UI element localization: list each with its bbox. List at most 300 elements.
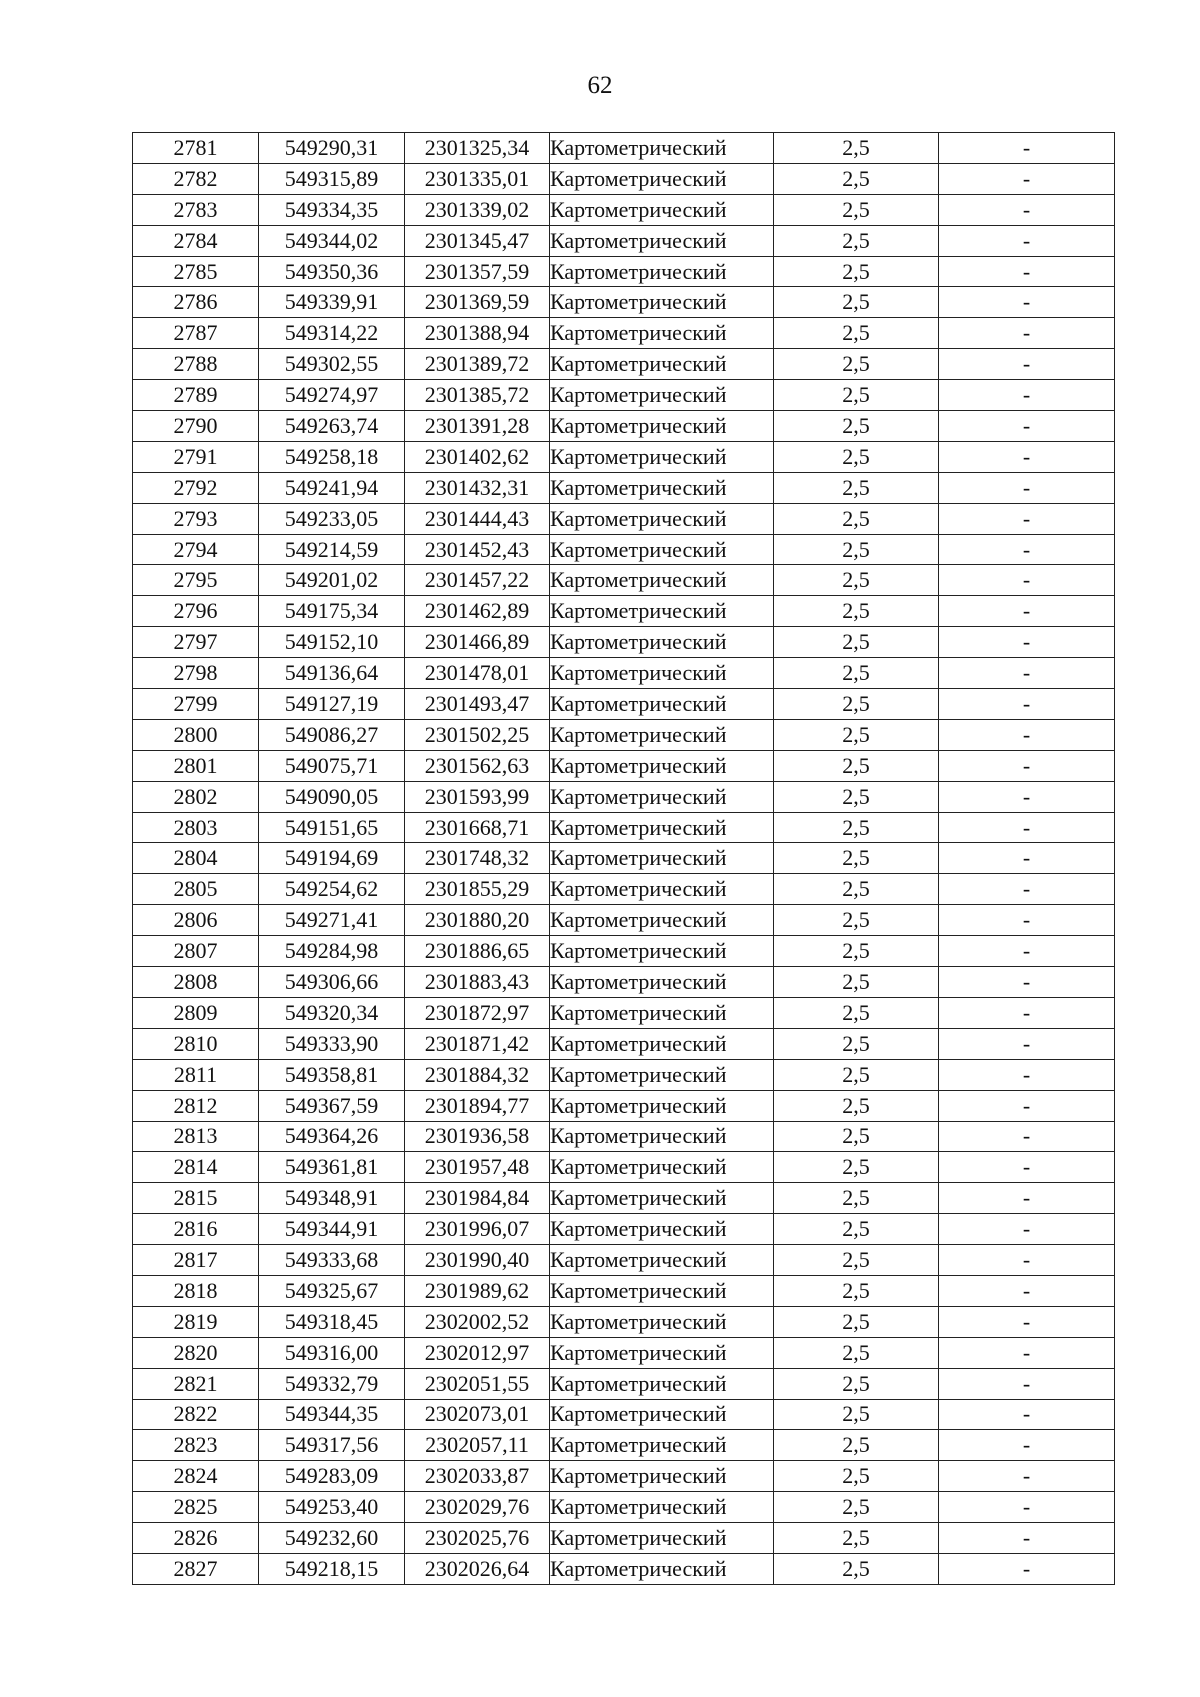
table-row <box>133 225 1115 256</box>
description-cell: - <box>939 1492 1115 1523</box>
point-number-cell: 2786 <box>133 287 259 318</box>
method-cell: Картометрический <box>550 441 774 472</box>
table-row <box>133 967 1115 998</box>
point-number-cell: 2803 <box>133 812 259 843</box>
y-coordinate-cell: 2302026,64 <box>405 1553 550 1584</box>
method-cell: Картометрический <box>550 1461 774 1492</box>
accuracy-cell: 2,5 <box>774 750 939 781</box>
x-coordinate-cell: 549333,90 <box>259 1028 405 1059</box>
method-cell: Картометрический <box>550 1399 774 1430</box>
method-cell: Картометрический <box>550 905 774 936</box>
y-coordinate-cell: 2301462,89 <box>405 596 550 627</box>
method-cell: Картометрический <box>550 225 774 256</box>
method-cell: Картометрический <box>550 256 774 287</box>
table-row <box>133 874 1115 905</box>
method-cell: Картометрический <box>550 287 774 318</box>
accuracy-cell: 2,5 <box>774 781 939 812</box>
method-cell: Картометрический <box>550 936 774 967</box>
method-cell: Картометрический <box>550 1337 774 1368</box>
table-row <box>133 1523 1115 1554</box>
y-coordinate-cell: 2302033,87 <box>405 1461 550 1492</box>
table-row <box>133 534 1115 565</box>
x-coordinate-cell: 549086,27 <box>259 719 405 750</box>
accuracy-cell: 2,5 <box>774 874 939 905</box>
description-cell: - <box>939 874 1115 905</box>
accuracy-cell: 2,5 <box>774 534 939 565</box>
table-row <box>133 565 1115 596</box>
x-coordinate-cell: 549194,69 <box>259 843 405 874</box>
point-number-cell: 2784 <box>133 225 259 256</box>
accuracy-cell: 2,5 <box>774 1245 939 1276</box>
x-coordinate-cell: 549325,67 <box>259 1275 405 1306</box>
description-cell: - <box>939 1461 1115 1492</box>
table-row <box>133 1553 1115 1584</box>
point-number-cell: 2789 <box>133 380 259 411</box>
method-cell: Картометрический <box>550 318 774 349</box>
description-cell: - <box>939 441 1115 472</box>
x-coordinate-cell: 549348,91 <box>259 1183 405 1214</box>
table-row <box>133 1245 1115 1276</box>
accuracy-cell: 2,5 <box>774 1306 939 1337</box>
description-cell: - <box>939 1183 1115 1214</box>
table-row <box>133 627 1115 658</box>
x-coordinate-cell: 549136,64 <box>259 658 405 689</box>
x-coordinate-cell: 549361,81 <box>259 1152 405 1183</box>
x-coordinate-cell: 549263,74 <box>259 411 405 442</box>
method-cell: Картометрический <box>550 1275 774 1306</box>
description-cell: - <box>939 1306 1115 1337</box>
accuracy-cell: 2,5 <box>774 596 939 627</box>
coordinates-table <box>132 132 1115 1585</box>
description-cell: - <box>939 689 1115 720</box>
y-coordinate-cell: 2301391,28 <box>405 411 550 442</box>
description-cell: - <box>939 472 1115 503</box>
table-row <box>133 411 1115 442</box>
x-coordinate-cell: 549214,59 <box>259 534 405 565</box>
x-coordinate-cell: 549318,45 <box>259 1306 405 1337</box>
accuracy-cell: 2,5 <box>774 843 939 874</box>
method-cell: Картометрический <box>550 1430 774 1461</box>
point-number-cell: 2821 <box>133 1368 259 1399</box>
x-coordinate-cell: 549320,34 <box>259 997 405 1028</box>
point-number-cell: 2785 <box>133 256 259 287</box>
description-cell: - <box>939 1399 1115 1430</box>
point-number-cell: 2792 <box>133 472 259 503</box>
table-row <box>133 503 1115 534</box>
accuracy-cell: 2,5 <box>774 1028 939 1059</box>
x-coordinate-cell: 549333,68 <box>259 1245 405 1276</box>
accuracy-cell: 2,5 <box>774 318 939 349</box>
accuracy-cell: 2,5 <box>774 472 939 503</box>
point-number-cell: 2827 <box>133 1553 259 1584</box>
method-cell: Картометрический <box>550 843 774 874</box>
table-row <box>133 843 1115 874</box>
point-number-cell: 2815 <box>133 1183 259 1214</box>
x-coordinate-cell: 549258,18 <box>259 441 405 472</box>
accuracy-cell: 2,5 <box>774 349 939 380</box>
method-cell: Картометрический <box>550 596 774 627</box>
y-coordinate-cell: 2301444,43 <box>405 503 550 534</box>
table-row <box>133 997 1115 1028</box>
x-coordinate-cell: 549316,00 <box>259 1337 405 1368</box>
description-cell: - <box>939 812 1115 843</box>
method-cell: Картометрический <box>550 750 774 781</box>
description-cell: - <box>939 1121 1115 1152</box>
description-cell: - <box>939 380 1115 411</box>
point-number-cell: 2783 <box>133 194 259 225</box>
table-row <box>133 349 1115 380</box>
description-cell: - <box>939 565 1115 596</box>
description-cell: - <box>939 194 1115 225</box>
y-coordinate-cell: 2301748,32 <box>405 843 550 874</box>
table-row <box>133 1368 1115 1399</box>
description-cell: - <box>939 596 1115 627</box>
table-row <box>133 689 1115 720</box>
point-number-cell: 2787 <box>133 318 259 349</box>
x-coordinate-cell: 549151,65 <box>259 812 405 843</box>
description-cell: - <box>939 843 1115 874</box>
table-row <box>133 1430 1115 1461</box>
method-cell: Картометрический <box>550 133 774 164</box>
y-coordinate-cell: 2301880,20 <box>405 905 550 936</box>
y-coordinate-cell: 2302012,97 <box>405 1337 550 1368</box>
description-cell: - <box>939 225 1115 256</box>
point-number-cell: 2812 <box>133 1090 259 1121</box>
table-row <box>133 133 1115 164</box>
y-coordinate-cell: 2302051,55 <box>405 1368 550 1399</box>
y-coordinate-cell: 2302057,11 <box>405 1430 550 1461</box>
y-coordinate-cell: 2301502,25 <box>405 719 550 750</box>
table-row <box>133 596 1115 627</box>
y-coordinate-cell: 2301996,07 <box>405 1214 550 1245</box>
accuracy-cell: 2,5 <box>774 936 939 967</box>
point-number-cell: 2820 <box>133 1337 259 1368</box>
x-coordinate-cell: 549075,71 <box>259 750 405 781</box>
point-number-cell: 2824 <box>133 1461 259 1492</box>
y-coordinate-cell: 2301593,99 <box>405 781 550 812</box>
point-number-cell: 2793 <box>133 503 259 534</box>
method-cell: Картометрический <box>550 503 774 534</box>
description-cell: - <box>939 318 1115 349</box>
x-coordinate-cell: 549332,79 <box>259 1368 405 1399</box>
point-number-cell: 2797 <box>133 627 259 658</box>
point-number-cell: 2826 <box>133 1523 259 1554</box>
y-coordinate-cell: 2301389,72 <box>405 349 550 380</box>
method-cell: Картометрический <box>550 1090 774 1121</box>
table-row <box>133 750 1115 781</box>
point-number-cell: 2806 <box>133 905 259 936</box>
x-coordinate-cell: 549364,26 <box>259 1121 405 1152</box>
table-row <box>133 719 1115 750</box>
x-coordinate-cell: 549253,40 <box>259 1492 405 1523</box>
description-cell: - <box>939 163 1115 194</box>
x-coordinate-cell: 549306,66 <box>259 967 405 998</box>
x-coordinate-cell: 549127,19 <box>259 689 405 720</box>
accuracy-cell: 2,5 <box>774 1368 939 1399</box>
accuracy-cell: 2,5 <box>774 1337 939 1368</box>
x-coordinate-cell: 549350,36 <box>259 256 405 287</box>
description-cell: - <box>939 997 1115 1028</box>
description-cell: - <box>939 905 1115 936</box>
accuracy-cell: 2,5 <box>774 1430 939 1461</box>
x-coordinate-cell: 549175,34 <box>259 596 405 627</box>
y-coordinate-cell: 2302002,52 <box>405 1306 550 1337</box>
table-row <box>133 1059 1115 1090</box>
table-row <box>133 318 1115 349</box>
point-number-cell: 2818 <box>133 1275 259 1306</box>
x-coordinate-cell: 549284,98 <box>259 936 405 967</box>
x-coordinate-cell: 549339,91 <box>259 287 405 318</box>
table-row <box>133 1461 1115 1492</box>
y-coordinate-cell: 2301357,59 <box>405 256 550 287</box>
y-coordinate-cell: 2301402,62 <box>405 441 550 472</box>
x-coordinate-cell: 549232,60 <box>259 1523 405 1554</box>
description-cell: - <box>939 936 1115 967</box>
point-number-cell: 2800 <box>133 719 259 750</box>
y-coordinate-cell: 2301339,02 <box>405 194 550 225</box>
method-cell: Картометрический <box>550 967 774 998</box>
method-cell: Картометрический <box>550 1368 774 1399</box>
y-coordinate-cell: 2301478,01 <box>405 658 550 689</box>
y-coordinate-cell: 2301668,71 <box>405 812 550 843</box>
description-cell: - <box>939 658 1115 689</box>
point-number-cell: 2823 <box>133 1430 259 1461</box>
point-number-cell: 2814 <box>133 1152 259 1183</box>
x-coordinate-cell: 549201,02 <box>259 565 405 596</box>
y-coordinate-cell: 2301883,43 <box>405 967 550 998</box>
method-cell: Картометрический <box>550 472 774 503</box>
point-number-cell: 2801 <box>133 750 259 781</box>
accuracy-cell: 2,5 <box>774 1152 939 1183</box>
y-coordinate-cell: 2302073,01 <box>405 1399 550 1430</box>
x-coordinate-cell: 549218,15 <box>259 1553 405 1584</box>
point-number-cell: 2810 <box>133 1028 259 1059</box>
y-coordinate-cell: 2301325,34 <box>405 133 550 164</box>
accuracy-cell: 2,5 <box>774 1523 939 1554</box>
accuracy-cell: 2,5 <box>774 163 939 194</box>
description-cell: - <box>939 1523 1115 1554</box>
table-row <box>133 812 1115 843</box>
x-coordinate-cell: 549090,05 <box>259 781 405 812</box>
x-coordinate-cell: 549274,97 <box>259 380 405 411</box>
table-row <box>133 163 1115 194</box>
point-number-cell: 2813 <box>133 1121 259 1152</box>
method-cell: Картометрический <box>550 1183 774 1214</box>
accuracy-cell: 2,5 <box>774 256 939 287</box>
accuracy-cell: 2,5 <box>774 1492 939 1523</box>
point-number-cell: 2816 <box>133 1214 259 1245</box>
method-cell: Картометрический <box>550 1028 774 1059</box>
accuracy-cell: 2,5 <box>774 503 939 534</box>
table-row <box>133 658 1115 689</box>
point-number-cell: 2808 <box>133 967 259 998</box>
y-coordinate-cell: 2301989,62 <box>405 1275 550 1306</box>
y-coordinate-cell: 2301345,47 <box>405 225 550 256</box>
accuracy-cell: 2,5 <box>774 658 939 689</box>
point-number-cell: 2822 <box>133 1399 259 1430</box>
description-cell: - <box>939 1553 1115 1584</box>
accuracy-cell: 2,5 <box>774 627 939 658</box>
x-coordinate-cell: 549344,35 <box>259 1399 405 1430</box>
method-cell: Картометрический <box>550 658 774 689</box>
description-cell: - <box>939 967 1115 998</box>
accuracy-cell: 2,5 <box>774 905 939 936</box>
method-cell: Картометрический <box>550 627 774 658</box>
method-cell: Картометрический <box>550 1306 774 1337</box>
x-coordinate-cell: 549315,89 <box>259 163 405 194</box>
table-row <box>133 380 1115 411</box>
description-cell: - <box>939 503 1115 534</box>
description-cell: - <box>939 411 1115 442</box>
y-coordinate-cell: 2301957,48 <box>405 1152 550 1183</box>
y-coordinate-cell: 2301457,22 <box>405 565 550 596</box>
description-cell: - <box>939 1245 1115 1276</box>
description-cell: - <box>939 349 1115 380</box>
method-cell: Картометрический <box>550 719 774 750</box>
x-coordinate-cell: 549271,41 <box>259 905 405 936</box>
point-number-cell: 2802 <box>133 781 259 812</box>
point-number-cell: 2805 <box>133 874 259 905</box>
point-number-cell: 2809 <box>133 997 259 1028</box>
method-cell: Картометрический <box>550 411 774 442</box>
x-coordinate-cell: 549344,02 <box>259 225 405 256</box>
description-cell: - <box>939 1059 1115 1090</box>
y-coordinate-cell: 2301884,32 <box>405 1059 550 1090</box>
x-coordinate-cell: 549233,05 <box>259 503 405 534</box>
x-coordinate-cell: 549314,22 <box>259 318 405 349</box>
description-cell: - <box>939 627 1115 658</box>
description-cell: - <box>939 1337 1115 1368</box>
y-coordinate-cell: 2301432,31 <box>405 472 550 503</box>
y-coordinate-cell: 2301984,84 <box>405 1183 550 1214</box>
accuracy-cell: 2,5 <box>774 441 939 472</box>
description-cell: - <box>939 1090 1115 1121</box>
point-number-cell: 2796 <box>133 596 259 627</box>
y-coordinate-cell: 2301990,40 <box>405 1245 550 1276</box>
description-cell: - <box>939 781 1115 812</box>
accuracy-cell: 2,5 <box>774 1399 939 1430</box>
x-coordinate-cell: 549344,91 <box>259 1214 405 1245</box>
table-row <box>133 1275 1115 1306</box>
description-cell: - <box>939 1028 1115 1059</box>
description-cell: - <box>939 534 1115 565</box>
accuracy-cell: 2,5 <box>774 812 939 843</box>
method-cell: Картометрический <box>550 1059 774 1090</box>
method-cell: Картометрический <box>550 1553 774 1584</box>
x-coordinate-cell: 549334,35 <box>259 194 405 225</box>
table-row <box>133 1152 1115 1183</box>
description-cell: - <box>939 133 1115 164</box>
y-coordinate-cell: 2301385,72 <box>405 380 550 411</box>
method-cell: Картометрический <box>550 349 774 380</box>
method-cell: Картометрический <box>550 1121 774 1152</box>
table-row <box>133 472 1115 503</box>
method-cell: Картометрический <box>550 689 774 720</box>
point-number-cell: 2798 <box>133 658 259 689</box>
method-cell: Картометрический <box>550 1523 774 1554</box>
y-coordinate-cell: 2301562,63 <box>405 750 550 781</box>
y-coordinate-cell: 2301894,77 <box>405 1090 550 1121</box>
method-cell: Картометрический <box>550 534 774 565</box>
accuracy-cell: 2,5 <box>774 1461 939 1492</box>
accuracy-cell: 2,5 <box>774 1275 939 1306</box>
table-row <box>133 1028 1115 1059</box>
method-cell: Картометрический <box>550 874 774 905</box>
method-cell: Картометрический <box>550 1214 774 1245</box>
y-coordinate-cell: 2301452,43 <box>405 534 550 565</box>
table-row <box>133 1337 1115 1368</box>
point-number-cell: 2782 <box>133 163 259 194</box>
y-coordinate-cell: 2301388,94 <box>405 318 550 349</box>
y-coordinate-cell: 2301936,58 <box>405 1121 550 1152</box>
y-coordinate-cell: 2301872,97 <box>405 997 550 1028</box>
point-number-cell: 2795 <box>133 565 259 596</box>
accuracy-cell: 2,5 <box>774 1214 939 1245</box>
accuracy-cell: 2,5 <box>774 967 939 998</box>
point-number-cell: 2811 <box>133 1059 259 1090</box>
accuracy-cell: 2,5 <box>774 1121 939 1152</box>
description-cell: - <box>939 1214 1115 1245</box>
table-row <box>133 194 1115 225</box>
y-coordinate-cell: 2301369,59 <box>405 287 550 318</box>
y-coordinate-cell: 2301855,29 <box>405 874 550 905</box>
point-number-cell: 2819 <box>133 1306 259 1337</box>
x-coordinate-cell: 549367,59 <box>259 1090 405 1121</box>
table-row <box>133 1090 1115 1121</box>
point-number-cell: 2791 <box>133 441 259 472</box>
description-cell: - <box>939 750 1115 781</box>
coordinates-table-body <box>133 133 1115 1585</box>
y-coordinate-cell: 2302029,76 <box>405 1492 550 1523</box>
accuracy-cell: 2,5 <box>774 225 939 256</box>
table-row <box>133 1399 1115 1430</box>
x-coordinate-cell: 549241,94 <box>259 472 405 503</box>
point-number-cell: 2804 <box>133 843 259 874</box>
table-row <box>133 781 1115 812</box>
accuracy-cell: 2,5 <box>774 287 939 318</box>
accuracy-cell: 2,5 <box>774 133 939 164</box>
table-row <box>133 287 1115 318</box>
accuracy-cell: 2,5 <box>774 689 939 720</box>
y-coordinate-cell: 2301335,01 <box>405 163 550 194</box>
accuracy-cell: 2,5 <box>774 1090 939 1121</box>
table-row <box>133 441 1115 472</box>
y-coordinate-cell: 2301466,89 <box>405 627 550 658</box>
table-row <box>133 936 1115 967</box>
accuracy-cell: 2,5 <box>774 380 939 411</box>
table-row <box>133 256 1115 287</box>
table-row <box>133 1183 1115 1214</box>
method-cell: Картометрический <box>550 194 774 225</box>
accuracy-cell: 2,5 <box>774 1553 939 1584</box>
method-cell: Картометрический <box>550 565 774 596</box>
accuracy-cell: 2,5 <box>774 411 939 442</box>
point-number-cell: 2781 <box>133 133 259 164</box>
method-cell: Картометрический <box>550 997 774 1028</box>
point-number-cell: 2825 <box>133 1492 259 1523</box>
description-cell: - <box>939 1368 1115 1399</box>
x-coordinate-cell: 549290,31 <box>259 133 405 164</box>
x-coordinate-cell: 549302,55 <box>259 349 405 380</box>
point-number-cell: 2799 <box>133 689 259 720</box>
description-cell: - <box>939 287 1115 318</box>
table-row <box>133 1214 1115 1245</box>
table-row <box>133 1306 1115 1337</box>
table-row <box>133 1121 1115 1152</box>
method-cell: Картометрический <box>550 781 774 812</box>
y-coordinate-cell: 2301493,47 <box>405 689 550 720</box>
y-coordinate-cell: 2301871,42 <box>405 1028 550 1059</box>
